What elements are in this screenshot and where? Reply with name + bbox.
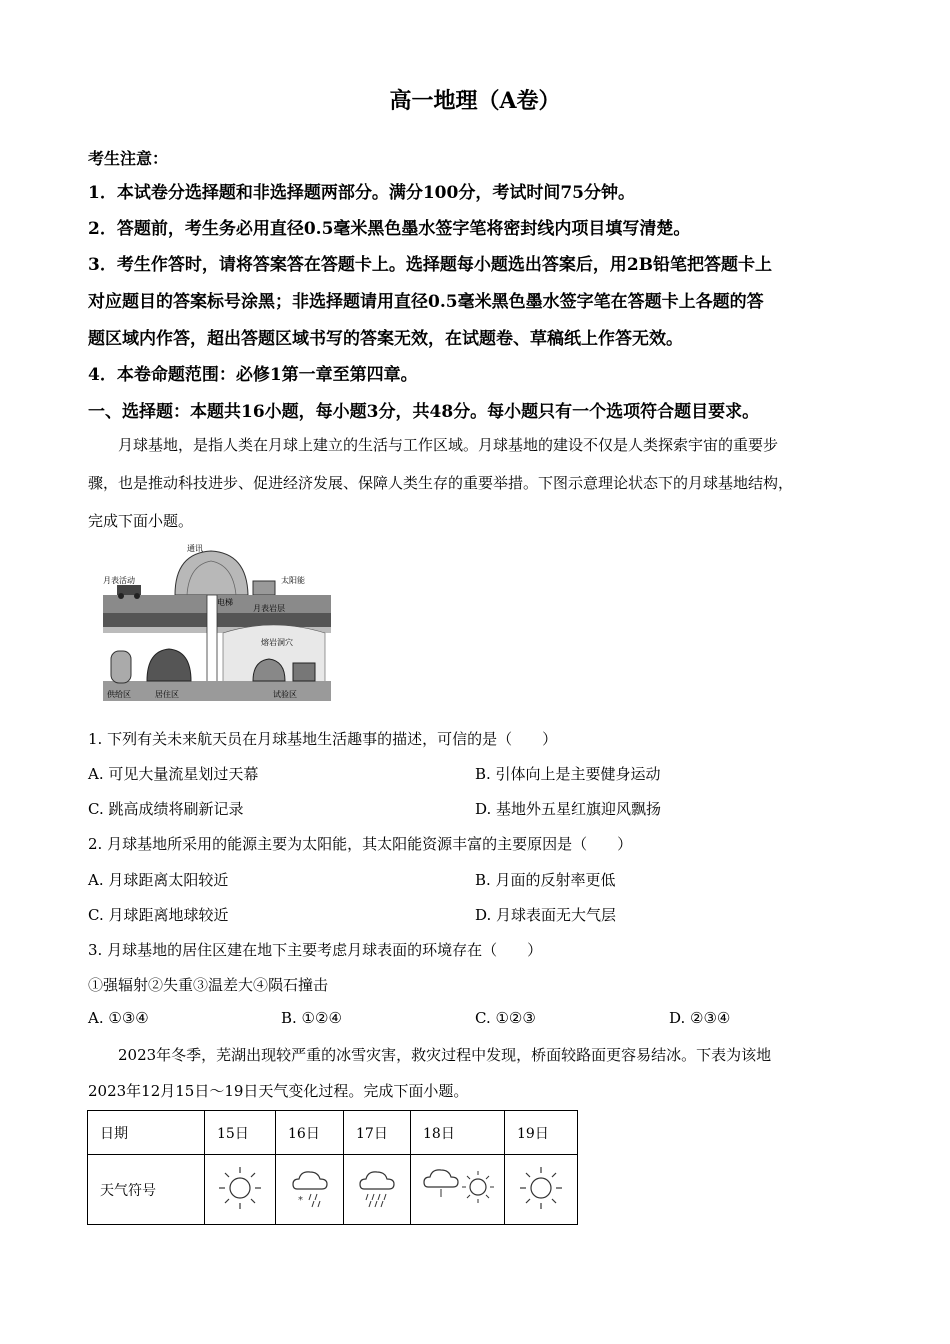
notice-item-3-cont: 对应题目的答案标号涂黑；非选择题请用直径0.5毫米黑色墨水签字笔在答题卡上各题的答 <box>88 292 764 312</box>
q2-option-b: B. 月面的反射率更低 <box>475 871 616 889</box>
weather-cell <box>411 1155 505 1225</box>
fig-label-cave: 熔岩洞穴 <box>261 638 293 647</box>
rain-snow-icon <box>285 1163 335 1213</box>
lunar-base-diagram <box>103 541 331 701</box>
fig-label-surface: 月表活动 <box>103 576 135 585</box>
passage2-line1: 2023年冬季，芜湖出现较严重的冰雪灾害，救灾过程中发现，桥面较路面更容易结冰。下表为该地 <box>118 1046 772 1064</box>
rain-icon <box>352 1163 402 1213</box>
q2-option-c: C. 月球距离地球较近 <box>88 906 229 924</box>
table-header-weather: 天气符号 <box>88 1155 205 1225</box>
notice-item-3: 3．考生作答时，请将答案答在答题卡上。选择题每小题选出答案后，用2B铅笔把答题卡上 <box>88 255 773 275</box>
fig-label-supply: 供给区 <box>107 690 131 699</box>
fig-label-comm: 通讯 <box>187 544 203 553</box>
notice-heading: 考生注意： <box>88 149 169 168</box>
weather-cell <box>344 1155 411 1225</box>
passage1-line3: 完成下面小题。 <box>88 512 194 530</box>
table-row <box>88 1111 578 1155</box>
weather-cell <box>205 1155 276 1225</box>
q1-stem: 1. 下列有关未来航天员在月球基地生活趣事的描述，可信的是（ ） <box>88 730 558 748</box>
notice-item-2: 2．答题前，考生务必用直径0.5毫米黑色墨水签字笔将密封线内项目填写清楚。 <box>88 219 691 239</box>
sunny-icon <box>215 1163 265 1213</box>
date-cell: 17日 <box>344 1111 411 1155</box>
q3-sub: ①强辐射②失重③温差大④陨石撞击 <box>88 976 329 994</box>
svg-text:*: * <box>297 1194 303 1206</box>
sunny-icon <box>516 1163 566 1213</box>
weather-cell <box>276 1155 344 1225</box>
notice-item-4: 4．本卷命题范围：必修1第一章至第四章。 <box>88 365 418 385</box>
q1-option-a: A. 可见大量流星划过天幕 <box>88 765 259 783</box>
section-heading: 一、选择题：本题共16小题，每小题3分，共48分。每小题只有一个选项符合题目要求。 <box>88 402 760 422</box>
date-cell: 19日 <box>505 1111 578 1155</box>
date-cell: 15日 <box>205 1111 276 1155</box>
date-cell: 18日 <box>411 1111 505 1155</box>
page-title: 高一地理（A卷） <box>389 88 561 114</box>
passage1-line2: 骤，也是推动科技进步、促进经济发展、保障人类生存的重要举措。下图示意理论状态下的月球基地结构， <box>88 474 794 492</box>
passage2-line2: 2023年12月15日～19日天气变化过程。完成下面小题。 <box>88 1082 469 1100</box>
fig-label-test: 试验区 <box>273 690 297 699</box>
fig-label-rock: 月表岩层 <box>253 604 285 613</box>
cloudy-sunny-icon <box>420 1163 496 1213</box>
table-row <box>88 1155 578 1225</box>
q3-option-d: D. ②③④ <box>669 1009 731 1027</box>
q3-option-c: C. ①②③ <box>475 1009 536 1027</box>
lunar-base-figure <box>103 541 331 701</box>
q2-option-a: A. 月球距离太阳较近 <box>88 871 229 889</box>
fig-label-living: 居住区 <box>155 690 179 699</box>
weather-table <box>87 1110 578 1225</box>
q3-stem: 3. 月球基地的居住区建在地下主要考虑月球表面的环境存在（ ） <box>88 941 543 959</box>
table-header-date: 日期 <box>88 1111 205 1155</box>
q1-option-b: B. 引体向上是主要健身运动 <box>475 765 661 783</box>
passage1-line1: 月球基地，是指人类在月球上建立的生活与工作区域。月球基地的建设不仅是人类探索宇宙的重要步 <box>118 436 779 454</box>
fig-label-solar: 太阳能 <box>281 576 305 585</box>
q1-option-c: C. 跳高成绩将刷新记录 <box>88 800 244 818</box>
q2-stem: 2. 月球基地所采用的能源主要为太阳能，其太阳能资源丰富的主要原因是（ ） <box>88 835 633 853</box>
q1-option-d: D. 基地外五星红旗迎风飘扬 <box>475 800 662 818</box>
q2-option-d: D. 月球表面无大气层 <box>475 906 617 924</box>
q3-option-b: B. ①②④ <box>281 1009 342 1027</box>
notice-item-1: 1．本试卷分选择题和非选择题两部分。满分100分，考试时间75分钟。 <box>88 183 635 203</box>
fig-label-elevator: 电梯 <box>217 598 233 607</box>
notice-item-3-cont2: 题区域内作答，超出答题区域书写的答案无效，在试题卷、草稿纸上作答无效。 <box>88 329 683 349</box>
date-cell: 16日 <box>276 1111 344 1155</box>
q3-option-a: A. ①③④ <box>88 1009 149 1027</box>
weather-cell <box>505 1155 578 1225</box>
